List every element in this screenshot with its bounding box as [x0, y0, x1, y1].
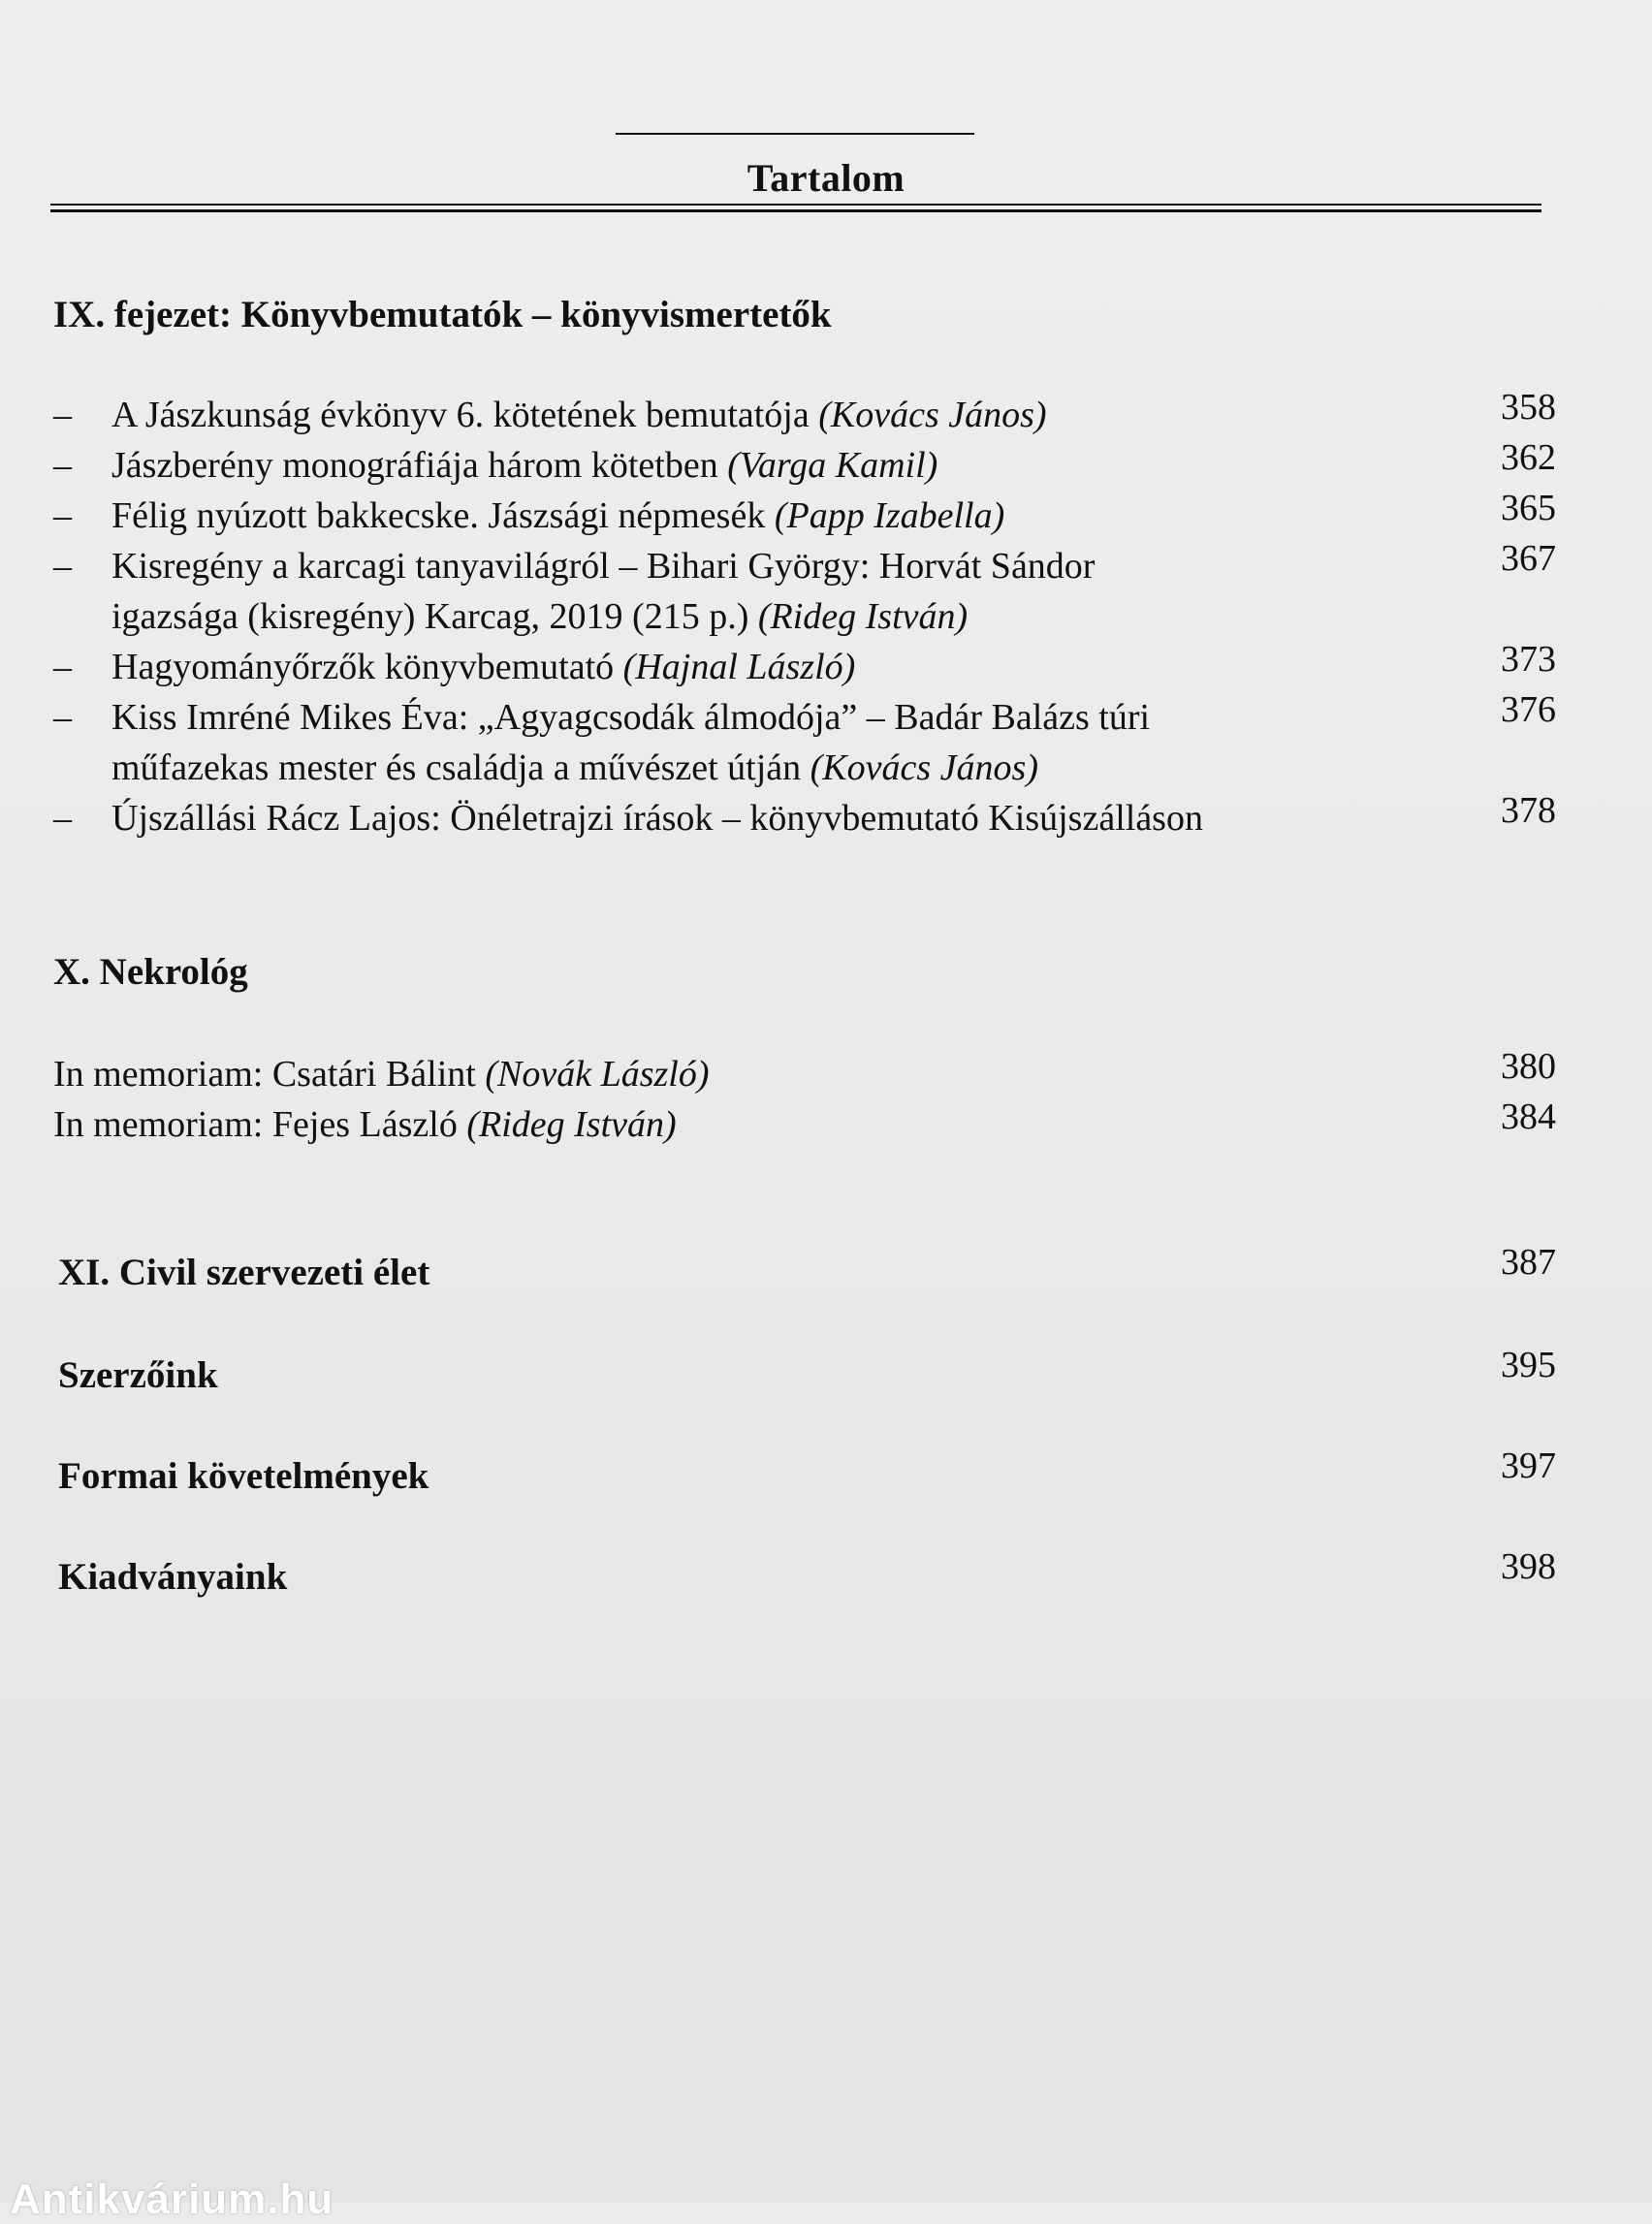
section-label: Kiadványaink: [58, 1556, 288, 1598]
entry-author: (Rideg István): [466, 1104, 677, 1145]
entry-text: Kisregény a karcagi tanyavilágról – Bihari György: Horvát Sándor: [111, 546, 1096, 587]
section-page-number: 397: [1501, 1446, 1556, 1486]
entry-author: (Rideg István): [757, 596, 969, 637]
entry-author: (Hajnal László): [622, 647, 856, 687]
entry-page-number: 362: [1501, 437, 1556, 478]
entry-dash: –: [53, 495, 72, 536]
entry-page-number: 373: [1501, 639, 1556, 680]
entry-dash: –: [53, 445, 72, 486]
entry-dash: –: [53, 697, 72, 738]
watermark: Antikvárium.hu: [10, 2176, 334, 2223]
entry-page-number: 365: [1501, 488, 1556, 528]
entry-dash: –: [53, 395, 72, 435]
entry-author: (Papp Izabella): [774, 495, 1005, 536]
entry-author: (Novák László): [485, 1054, 710, 1095]
entry-author: (Kovács János): [810, 747, 1038, 788]
chapter-9-heading: IX. fejezet: Könyvbemutatók – könyvismertetők: [53, 294, 832, 335]
entry-text-continued: műfazekas mester és családja a művészet útján (Kovács János): [111, 747, 1038, 788]
entry-author: (Kovács János): [818, 395, 1047, 435]
entry-text: A Jászkunság évkönyv 6. kötetének bemutatója (Kovács János): [111, 395, 1047, 435]
entry-text: Jászberény monográfiája három kötetben (Varga Kamil): [111, 445, 938, 486]
page-title: Tartalom: [747, 156, 905, 200]
entry-text: Félig nyúzott bakkecske. Jászsági népmesék (Papp Izabella): [111, 495, 1005, 536]
entry-text: In memoriam: Csatári Bálint (Novák László): [53, 1054, 710, 1095]
chapter-10-heading: X. Nekrológ: [53, 951, 248, 993]
section-label: Szerzőink: [58, 1354, 218, 1396]
entry-page-number: 384: [1501, 1096, 1556, 1137]
entry-text: Újszállási Rácz Lajos: Önéletrajzi írások – könyvbemutató Kisújszálláson: [111, 798, 1203, 839]
entry-dash: –: [53, 546, 72, 587]
entry-page-number: 376: [1501, 689, 1556, 730]
entry-text-continued: igazsága (kisregény) Karcag, 2019 (215 p.) (Rideg István): [111, 596, 969, 637]
entry-dash: –: [53, 798, 72, 839]
section-label: Formai követelmények: [58, 1455, 429, 1497]
entry-page-number: 367: [1501, 538, 1556, 579]
section-page-number: 398: [1501, 1546, 1556, 1587]
title-double-rule: [50, 204, 1541, 212]
entry-page-number: 358: [1501, 387, 1556, 428]
entry-page-number: 378: [1501, 790, 1556, 831]
section-page-number: 395: [1501, 1345, 1556, 1385]
entry-author: (Varga Kamil): [727, 445, 938, 486]
entry-text: Kiss Imréné Mikes Éva: „Agyagcsodák álmodója” – Badár Balázs túri: [111, 697, 1151, 738]
top-rule: [616, 133, 974, 135]
entry-text: Hagyományőrzők könyvbemutató (Hajnal László): [111, 647, 856, 687]
section-label: XI. Civil szervezeti élet: [58, 1252, 430, 1293]
entry-page-number: 380: [1501, 1046, 1556, 1087]
entry-dash: –: [53, 647, 72, 687]
section-page-number: 387: [1501, 1242, 1556, 1283]
entry-text: In memoriam: Fejes László (Rideg István): [53, 1104, 677, 1145]
